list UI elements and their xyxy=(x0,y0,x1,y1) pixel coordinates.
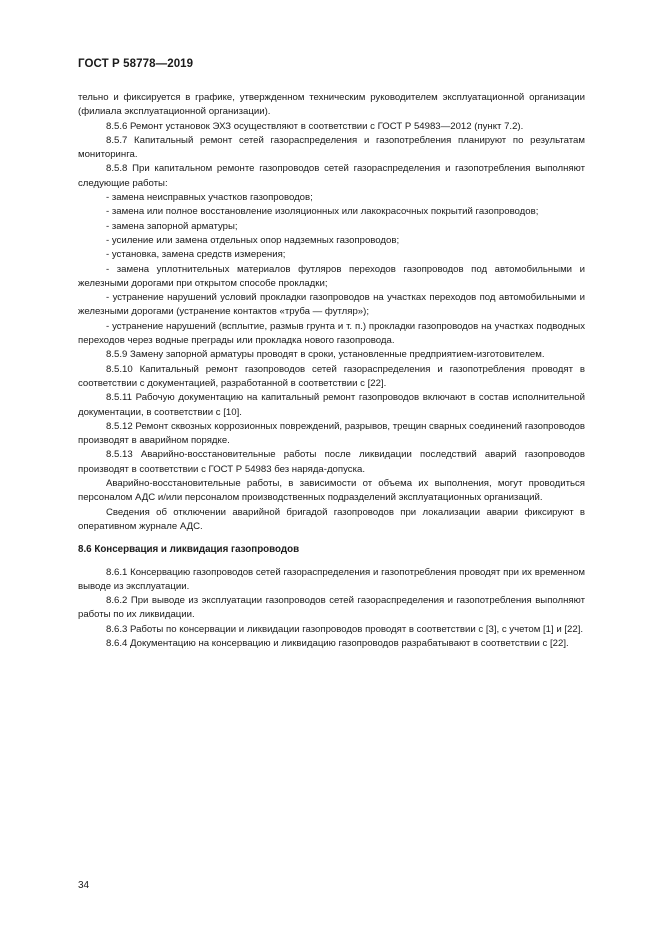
section-heading: 8.6 Консервация и ликвидация газопроводов xyxy=(78,544,300,556)
section-paragraphs-block xyxy=(78,566,585,652)
paragraph: тельно и фиксируется в графике, утвержденном техническим руководителем эксплуатационной организации (филиала эксплуатационной организации). xyxy=(78,92,585,118)
paragraph: 8.5.12 Ремонт сквозных коррозионных повреждений, разрывов, трещин сварных соединений газопроводов производят в аварийном порядке. xyxy=(78,420,585,447)
paragraph: 8.6.2 При выводе из эксплуатации газопроводов сетей газораспределения и газопотребления выполняют работы по их ликвидации. xyxy=(78,595,585,621)
paragraph: 8.5.7 Капитальный ремонт сетей газораспределения и газопотребления планируют по результатам мониторинга. xyxy=(78,134,585,161)
paragraph: 8.5.11 Рабочую документацию на капитальный ремонт газопроводов включают в состав исполнительной документации, в соответствии с [10]. xyxy=(78,392,585,418)
paragraph: - устранение нарушений (всплытие, размыв грунта и т. п.) прокладки газопроводов на участках подводных переходов через водные преграды или прокладка нового газопровода. xyxy=(78,320,585,347)
paragraph: - установка, замена средств измерения; xyxy=(106,249,286,261)
paragraph: Сведения об отключении аварийной бригадой газопроводов при локализации аварии фиксируют в оперативном журнале АДС. xyxy=(78,506,585,532)
paragraph: 8.6.3 Работы по консервации и ликвидации газопроводов проводят в соответствии с [3], с учетом [1] и [22]. xyxy=(106,623,584,635)
paragraph: 8.5.13 Аварийно-восстановительные работы после ликвидации последствий аварий газопроводов производят в соответствии с ГОСТ Р 54983 без наряда-допуска. xyxy=(78,449,585,475)
paragraph: 8.5.9 Замену запорной арматуры проводят в сроки, установленные предприятием-изготовителем. xyxy=(106,349,545,361)
paragraph: 8.6.4 Документацию на консервацию и ликвидацию газопроводов разрабатывают в соответствии с [22]. xyxy=(106,637,569,649)
paragraph: - усиление или замена отдельных опор надземных газопроводов; xyxy=(106,234,400,246)
page-number: 34 xyxy=(78,880,90,891)
paragraph: Аварийно-восстановительные работы, в зависимости от объема их выполнения, могут проводиться персоналом АДС и/или персоналом производственных подразделений эксплуатационных организаций. xyxy=(78,478,585,504)
paragraph: - устранение нарушений условий прокладки газопроводов на участках переходов под автомобильными и железными дорогами (устранение контактов «труба — футляр»); xyxy=(78,292,585,318)
document-body xyxy=(78,91,585,651)
paragraph: - замена уплотнительных материалов футляров переходов газопроводов под автомобильными и железными дорогами при открытом способе прокладки; xyxy=(78,263,585,289)
paragraph: 8.5.6 Ремонт установок ЭХЗ осуществляют в соответствии с ГОСТ Р 54983—2012 (пункт 7.2). xyxy=(106,120,524,132)
paragraph: - замена запорной арматуры; xyxy=(106,220,238,232)
paragraph: 8.5.10 Капитальный ремонт газопроводов сетей газораспределения и газопотребления проводят в соответствии с документацией, разработанной в соответствии с [22]. xyxy=(78,363,585,389)
paragraph: - замена или полное восстановление изоляционных или лакокрасочных покрытий газопроводов; xyxy=(106,206,539,218)
document-header: ГОСТ Р 58778—2019 xyxy=(78,58,194,70)
paragraphs-block xyxy=(78,91,585,534)
paragraph: 8.5.8 При капитальном ремонте газопроводов сетей газораспределения и газопотребления выполняют следующие работы: xyxy=(78,163,585,189)
paragraph: 8.6.1 Консервацию газопроводов сетей газораспределения и газопотребления проводят при их временном выводе из эксплуатации. xyxy=(78,566,585,592)
paragraph: - замена неисправных участков газопроводов; xyxy=(106,192,313,204)
